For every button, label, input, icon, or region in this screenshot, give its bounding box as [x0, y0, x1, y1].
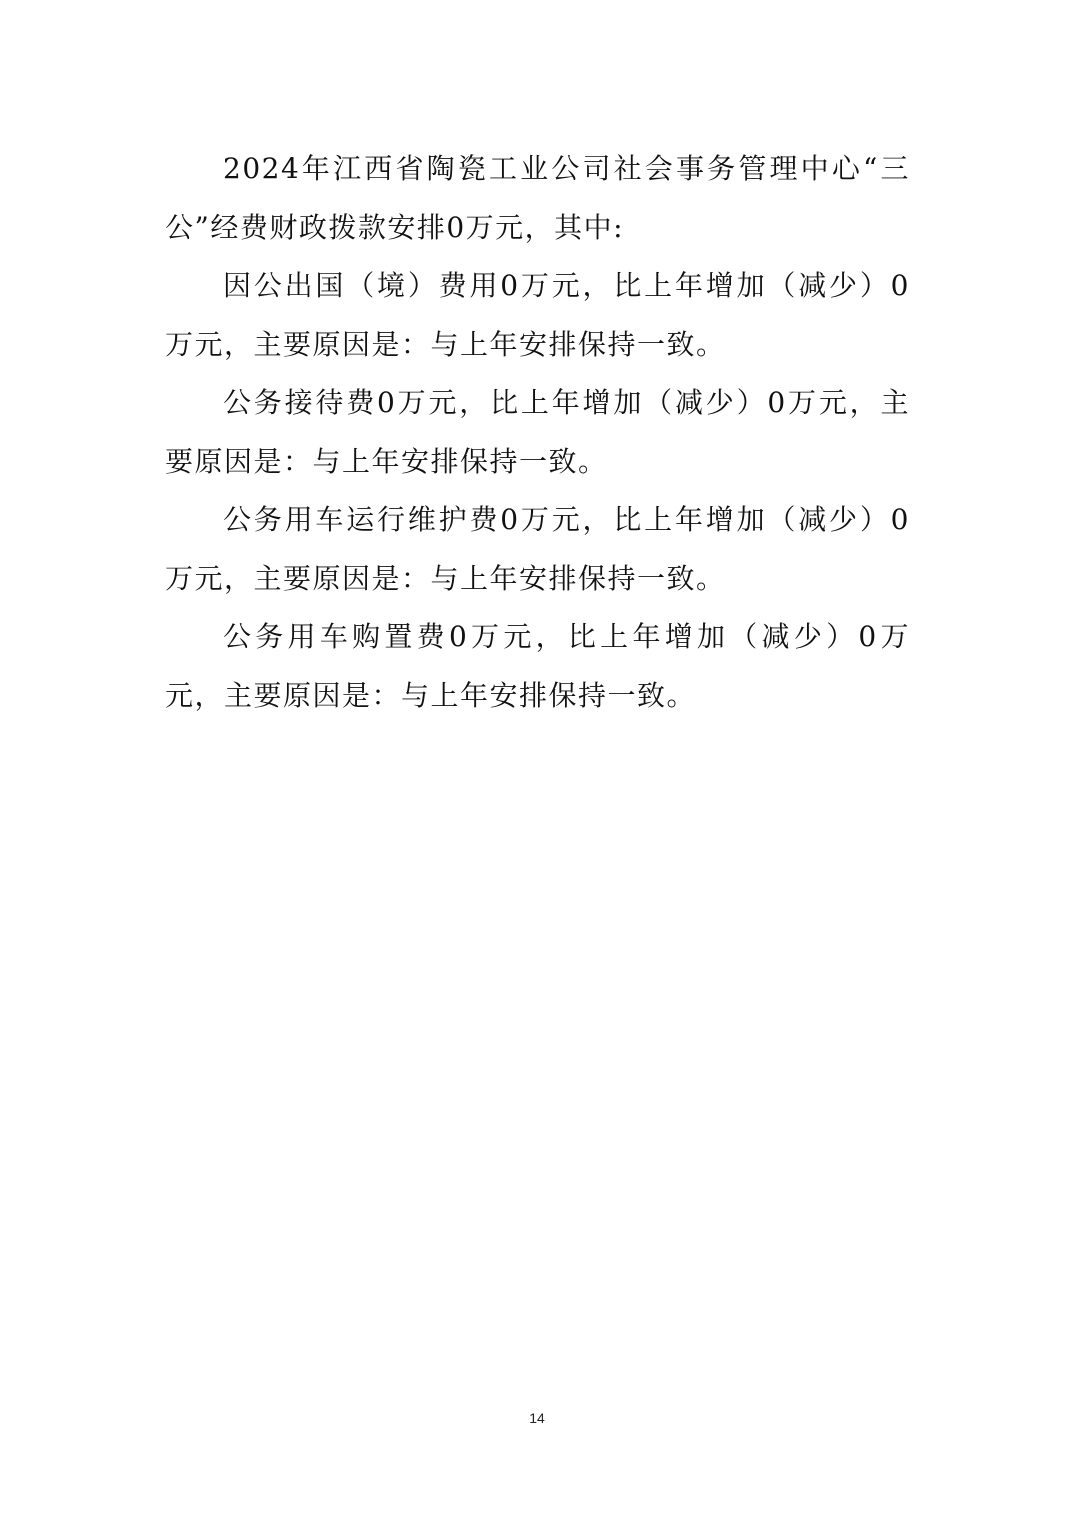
- page-number: 14: [529, 1410, 545, 1426]
- document-body: [165, 140, 910, 725]
- paragraph-vehicle-maintenance-cost: 公务用车运行维护费0万元，比上年增加（减少）0万元，主要原因是：与上年安排保持一致。: [165, 503, 910, 595]
- paragraph-vehicle-purchase-cost: 公务用车购置费0万元，比上年增加（减少）0万元，主要原因是：与上年安排保持一致。: [165, 620, 910, 712]
- paragraph-official-reception-cost: 公务接待费0万元，比上年增加（减少）0万元，主要原因是：与上年安排保持一致。: [165, 386, 910, 478]
- paragraph-three-public-funds-total: 2024年江西省陶瓷工业公司社会事务管理中心“三公”经费财政拨款安排0万元，其中:: [165, 152, 910, 244]
- paragraph-overseas-travel-cost: 因公出国（境）费用0万元，比上年增加（减少）0万元，主要原因是：与上年安排保持一致。: [165, 269, 910, 361]
